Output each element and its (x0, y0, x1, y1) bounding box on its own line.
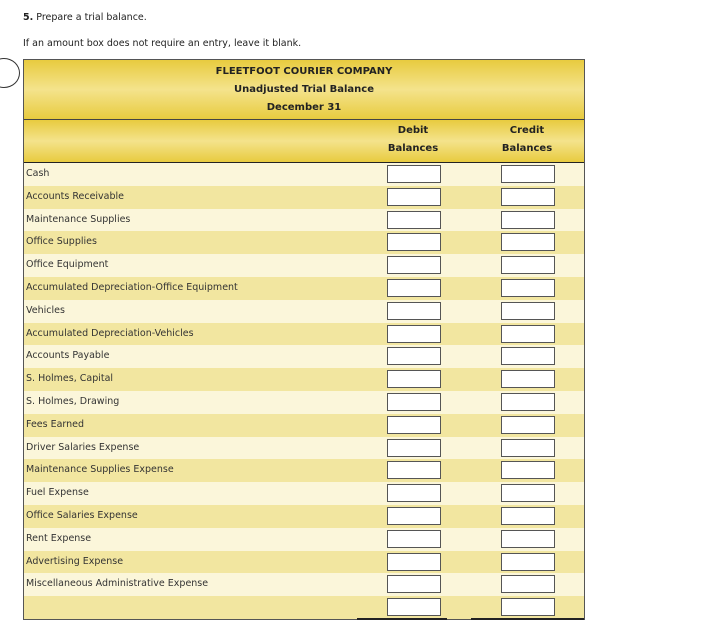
table-row (24, 368, 584, 391)
account-label: Office Supplies (26, 236, 97, 248)
account-label: Accounts Receivable (26, 190, 125, 202)
debit-amount-input[interactable] (387, 256, 441, 274)
credit-amount-input[interactable] (501, 279, 555, 297)
credit-amount-input[interactable] (501, 325, 555, 343)
debit-amount-input[interactable] (387, 347, 441, 365)
credit-amount-input[interactable] (501, 530, 555, 548)
debit-amount-input[interactable] (387, 370, 441, 388)
credit-amount-input[interactable] (501, 553, 555, 571)
table-row (24, 277, 584, 300)
credit-amount-input[interactable] (501, 256, 555, 274)
table-row (24, 551, 584, 574)
account-label: Driver Salaries Expense (26, 441, 140, 453)
account-label: Office Salaries Expense (26, 510, 138, 521)
debit-total-input[interactable] (387, 598, 441, 616)
debit-amount-input[interactable] (387, 233, 441, 251)
account-label: Cash (26, 168, 50, 179)
question-text: Prepare a trial balance. (36, 12, 147, 23)
table-row (24, 209, 584, 232)
debit-amount-input[interactable] (387, 279, 441, 297)
debit-amount-input[interactable] (387, 575, 441, 593)
account-label: Maintenance Supplies Expense (26, 464, 174, 476)
credit-amount-input[interactable] (501, 370, 555, 388)
credit-amount-input[interactable] (501, 165, 555, 183)
account-label: Rent Expense (26, 532, 92, 544)
credit-amount-input[interactable] (501, 393, 555, 411)
account-label: S. Holmes, Drawing (26, 396, 120, 407)
account-label: Fuel Expense (26, 487, 89, 499)
table-row (24, 528, 584, 551)
statement-date: December 31 (266, 102, 342, 113)
company-name: FLEETFOOT COURIER COMPANY (215, 66, 393, 77)
table-row (24, 414, 584, 437)
credit-amount-input[interactable] (501, 461, 555, 479)
debit-amount-input[interactable] (387, 325, 441, 343)
table-row (24, 300, 584, 323)
table-row (24, 459, 584, 482)
statement-title: Unadjusted Trial Balance (234, 84, 374, 95)
table-row (24, 573, 584, 596)
debit-amount-input[interactable] (387, 165, 441, 183)
table-row (24, 437, 584, 460)
statement-header (24, 60, 584, 120)
credit-amount-input[interactable] (501, 211, 555, 229)
debit-amount-input[interactable] (387, 461, 441, 479)
account-label: S. Holmes, Capital (26, 373, 114, 385)
debit-amount-input[interactable] (387, 507, 441, 525)
account-label: Fees Earned (26, 418, 85, 430)
credit-amount-input[interactable] (501, 575, 555, 593)
account-label: Miscellaneous Administrative Expense (26, 578, 209, 590)
trial-balance-table (23, 59, 585, 620)
debit-amount-input[interactable] (387, 211, 441, 229)
table-row (24, 186, 584, 209)
credit-total-input[interactable] (501, 598, 555, 616)
debit-amount-input[interactable] (387, 439, 441, 457)
account-label: Accumulated Depreciation-Office Equipment (26, 282, 238, 293)
credit-amount-input[interactable] (501, 233, 555, 251)
credit-amount-input[interactable] (501, 484, 555, 502)
credit-amount-input[interactable] (501, 507, 555, 525)
instruction-text: If an amount box does not require an entry, leave it blank. (23, 38, 302, 49)
table-row (24, 254, 584, 277)
credit-amount-input[interactable] (501, 188, 555, 206)
account-label: Vehicles (26, 304, 65, 316)
debit-amount-input[interactable] (387, 416, 441, 434)
table-row (24, 323, 584, 346)
table-row (24, 231, 584, 254)
credit-amount-input[interactable] (501, 347, 555, 365)
credit-amount-input[interactable] (501, 302, 555, 320)
table-row (24, 163, 584, 186)
column-headers (24, 120, 584, 164)
account-label: Accumulated Depreciation-Vehicles (26, 327, 194, 339)
table-row (24, 345, 584, 368)
debit-header-line1: Debit (397, 125, 429, 136)
question-number: 5. (23, 12, 34, 23)
account-label: Office Equipment (26, 259, 109, 271)
debit-amount-input[interactable] (387, 530, 441, 548)
table-row (24, 482, 584, 505)
totals-row (24, 596, 584, 619)
debit-amount-input[interactable] (387, 302, 441, 320)
debit-amount-input[interactable] (387, 553, 441, 571)
account-label: Advertising Expense (26, 555, 124, 567)
debit-total-rule (357, 618, 447, 620)
credit-header-line2: Balances (501, 143, 553, 154)
debit-amount-input[interactable] (387, 484, 441, 502)
table-row (24, 505, 584, 528)
debit-amount-input[interactable] (387, 393, 441, 411)
question-title (23, 12, 147, 23)
credit-amount-input[interactable] (501, 439, 555, 457)
table-row (24, 391, 584, 414)
credit-header-line1: Credit (509, 125, 545, 136)
side-circle-icon (0, 58, 20, 88)
debit-amount-input[interactable] (387, 188, 441, 206)
credit-amount-input[interactable] (501, 416, 555, 434)
account-label: Maintenance Supplies (26, 213, 131, 225)
account-label: Accounts Payable (26, 350, 110, 362)
debit-header-line2: Balances (387, 143, 439, 154)
credit-total-rule (471, 618, 584, 620)
